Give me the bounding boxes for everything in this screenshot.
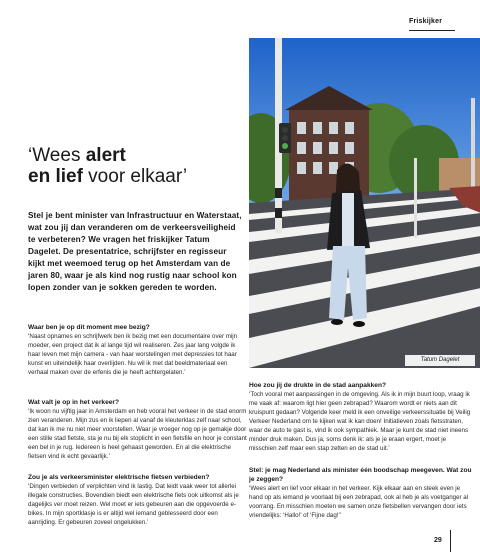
qa-answer: ‘Dingen verbieden of verplichten vind ik lastig. Dat leidt vaak weer tot allerlei illegale constructies. Bovendien biedt een elektrische fiets ook uitkomst als je dagelijks ver moet reizen. Wel moet er iets gebeuren aan die opgevoerde e-bikes. In mijn sportklasje is er altijd wel iemand geblesseerd door een aanrijding. Er gebeuren zoveel ongelukken.’ xyxy=(28,483,239,526)
qa-question: Zou je als verkeersminister elektrische fietsen verbieden? xyxy=(28,474,210,481)
qa-answer: ‘Naast opnames en schrijfwerk ben ik bezig met een documentaire over mijn moeder, een project dat ik al lange tijd wil realiseren. Zes jaar lang volgde ik haar leven met mijn camera - van haar worstelingen met depressies tot haar kunst en uiteindelijk haar overlijden. Nu wil ik met dat beeldmateriaal een verhaal maken over de erfenis die je heeft achtergelaten.’ xyxy=(28,333,238,376)
qa-answer: ‘Wees alert en lief voor elkaar in het verkeer. Kijk elkaar aan en steek even je hand op als iemand je voorlaat bij een zebrapad, ook al heb je als voetganger al voorrang. En misschien moeten we samen onze fietsbellen vervangen door iets vriendelijks: ‘Hallo!’ of ‘Fijne dag!’’ xyxy=(249,485,469,519)
headline-suffix: voor elkaar’ xyxy=(82,166,188,187)
intro-paragraph: Stel je bent minister van Infrastructuur en Waterstaat, wat zou jij dan veranderen om de verkeersveiligheid te verbeteren? We vragen het friskijker Tatum Dagelet. De presentatrice, schrijfster en regisseur kijkt met weemoed terug op het Amsterdam van de jaren 80, waar je als kind nog rustig naar school kon lopen zonder van je sokken gereden te worden. xyxy=(28,211,242,292)
qa-block xyxy=(249,381,474,453)
page-number-divider xyxy=(450,530,451,552)
qa-answer: ‘Toch vooral met aanpassingen in de omgeving. Als ik in mijn buurt loop, vraag ik me vaak af: waarom ligt hier geen zebrapad? Waarom wordt er niets aan dit kruispunt gedaan? Volgende keer meld ik een onveilige verkeerssituatie bij Veilig Verkeer Nederland om te kijken wat ik kan doen! Initiatieven zoals fietsstraten, waar de auto te gast is, vind ik ook sympathiek. Maar je kunt de stad niet ineens minder druk maken. Dus ja, soms denk ik: als je je eraan ergert, moet je misschien zelf maar een stap zetten en de stad uit.’ xyxy=(249,391,471,452)
qa-block xyxy=(28,323,248,377)
qa-answer: ‘Ik woon nu vijftig jaar in Amsterdam en heb vooral het verkeer in de stad enorm zien veranderen. Mijn zus en ik liepen al vanaf de kleuterklas zelf naar school, dat kan ik me nu niet meer voorstellen. Waar je vroeger nog op je gemakje door een stille stad fietste, sta je nu bij elk stoplicht in een fietsfile en hoor je constant een bel in je rug. Iedereen is heel gehaast geworden. En al die elektrische fietsen vind ik echt gevaarlijk.’ xyxy=(28,408,247,460)
headline xyxy=(28,145,248,187)
qa-question: Wat valt je op in het verkeer? xyxy=(28,399,119,406)
qa-question: Stel: je mag Nederland als minister één boodschap meegeven. Wat zou je zeggen? xyxy=(249,467,472,483)
page-number: 29 xyxy=(434,537,442,544)
street-crossing-illustration xyxy=(249,38,480,368)
headline-emphasis-1: alert xyxy=(85,145,126,166)
headline-prefix: ‘Wees xyxy=(28,145,86,166)
portrait-photo xyxy=(249,38,480,368)
qa-block xyxy=(28,473,248,527)
qa-block xyxy=(28,398,248,461)
qa-block xyxy=(249,466,474,520)
headline-emphasis-2: en lief xyxy=(28,166,83,187)
photo-credit: Tatum Dagelet xyxy=(405,355,475,366)
section-divider xyxy=(409,30,455,31)
section-tag: Friskijker xyxy=(409,18,443,25)
qa-question: Hoe zou jij de drukte in de stad aanpakken? xyxy=(249,382,387,389)
qa-question: Waar ben je op dit moment mee bezig? xyxy=(28,324,150,331)
